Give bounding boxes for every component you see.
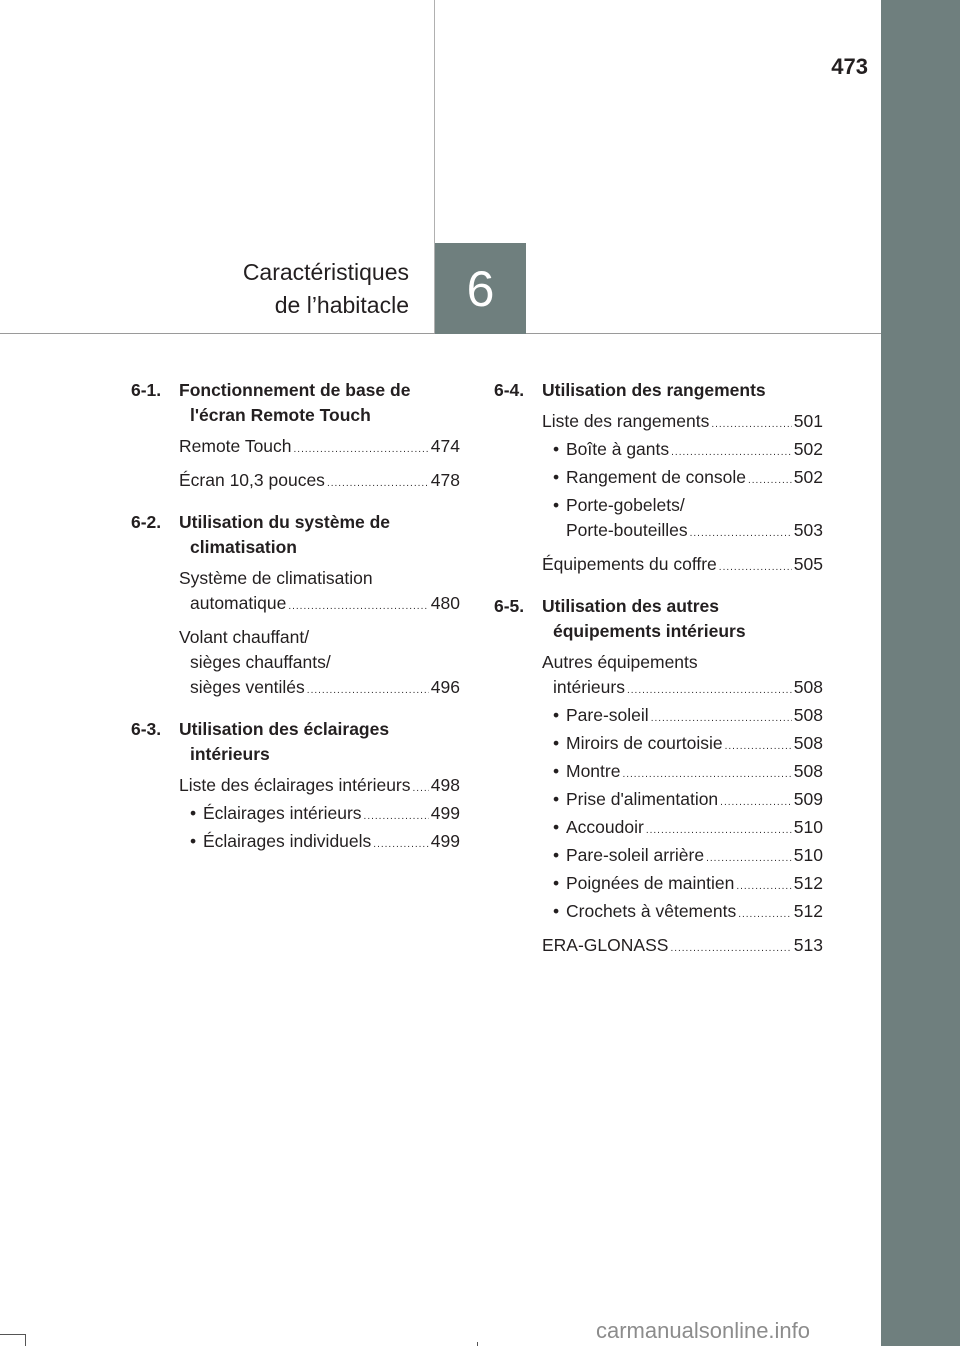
subentry-label-line1: Porte-gobelets/	[566, 495, 685, 515]
bullet-icon: •	[553, 873, 560, 893]
chapter-number: 6	[466, 260, 495, 317]
subentry-label: Prise d'alimentation	[566, 789, 719, 809]
dot-leader	[690, 521, 792, 546]
chapter-title	[243, 256, 409, 322]
dot-leader	[706, 846, 792, 871]
section-number: 6-1.	[131, 380, 162, 400]
page-number: 473	[831, 54, 868, 79]
dot-leader	[307, 678, 429, 703]
bullet-icon: •	[553, 901, 560, 921]
entry-label: Liste des éclairages intérieurs	[179, 775, 411, 795]
section-title-line2: intérieurs	[190, 744, 270, 764]
section-title-line1: Utilisation des autres	[542, 596, 719, 616]
toc-subentry[interactable]	[553, 787, 823, 815]
section-title-line2: équipements intérieurs	[553, 621, 746, 641]
toc-subentry[interactable]	[553, 871, 823, 899]
subentry-label: Montre	[566, 761, 621, 781]
subentry-page: 499	[430, 803, 460, 823]
crop-mark	[477, 1342, 478, 1346]
chapter-number-box	[435, 243, 526, 334]
entry-label: ERA-GLONASS	[542, 935, 669, 955]
entry-label: Liste des rangements	[542, 411, 710, 431]
toc-entry[interactable]	[494, 650, 823, 927]
dot-leader	[725, 734, 792, 759]
chapter-sidebar-tab	[881, 0, 960, 1346]
bullet-icon: •	[553, 495, 560, 515]
section-heading[interactable]	[494, 378, 823, 403]
dot-leader	[294, 437, 429, 462]
entry-page: 513	[793, 935, 823, 955]
section-heading[interactable]	[131, 717, 460, 767]
dot-leader	[288, 594, 428, 619]
entry-label-line1: Système de climatisation	[179, 568, 373, 588]
subentry-page: 508	[793, 761, 823, 781]
toc-section-6-5	[494, 594, 823, 961]
dot-leader	[373, 832, 429, 857]
section-title-line1: Utilisation du système de	[179, 512, 391, 532]
toc-subentry[interactable]	[553, 759, 823, 787]
toc-entry[interactable]	[494, 552, 823, 580]
entry-label: Équipements du coffre	[542, 554, 717, 574]
subentry-page: 499	[430, 831, 460, 851]
section-heading[interactable]	[131, 510, 460, 560]
subentry-page: 508	[793, 705, 823, 725]
subentry-page: 502	[793, 439, 823, 459]
subentry-label: Pare-soleil	[566, 705, 649, 725]
subentry-label: Pare-soleil arrière	[566, 845, 705, 865]
section-heading[interactable]	[131, 378, 460, 428]
chapter-title-line1: Caractéristiques	[242, 259, 409, 285]
entry-page: 508	[793, 677, 823, 697]
dot-leader	[651, 706, 792, 731]
toc-entry[interactable]	[131, 468, 460, 496]
crop-mark	[0, 1334, 26, 1335]
section-title-line1: Fonctionnement de base de	[179, 380, 411, 400]
toc-subentry[interactable]	[553, 899, 823, 927]
bullet-icon: •	[553, 467, 560, 487]
entry-label: Remote Touch	[179, 436, 292, 456]
toc-subentry[interactable]	[553, 731, 823, 759]
subentry-label: Miroirs de courtoisie	[566, 733, 723, 753]
subentry-page: 503	[793, 520, 823, 540]
bullet-icon: •	[553, 705, 560, 725]
watermark: carmanualsonline.info	[596, 1318, 811, 1343]
entry-label: Écran 10,3 pouces	[179, 470, 325, 490]
bullet-icon: •	[553, 845, 560, 865]
subentry-page: 508	[793, 733, 823, 753]
entry-label-line1: Volant chauffant/	[179, 627, 310, 647]
toc-subentry[interactable]	[553, 703, 823, 731]
dot-leader	[736, 874, 791, 899]
toc-subentry[interactable]	[553, 437, 823, 465]
entry-page: 505	[793, 554, 823, 574]
entry-page: 496	[430, 677, 460, 697]
section-number: 6-3.	[131, 719, 162, 739]
toc-left-column	[131, 378, 460, 871]
entry-page: 498	[430, 775, 460, 795]
entry-label-line2: intérieurs	[553, 677, 625, 697]
subentry-label: Poignées de maintien	[566, 873, 735, 893]
toc-subentry[interactable]	[190, 801, 460, 829]
subentry-label: Rangement de console	[566, 467, 746, 487]
dot-leader	[748, 468, 792, 493]
dot-leader	[364, 804, 429, 829]
bullet-icon: •	[553, 789, 560, 809]
toc-section-6-2	[131, 510, 460, 703]
section-number: 6-4.	[494, 380, 525, 400]
subentry-page: 512	[793, 901, 823, 921]
subentry-label: Accoudoir	[566, 817, 644, 837]
toc-entry[interactable]	[131, 434, 460, 462]
subentry-label: Boîte à gants	[566, 439, 670, 459]
crop-mark	[25, 1334, 26, 1346]
dot-leader	[719, 555, 792, 580]
toc-subentry-cont[interactable]	[553, 518, 823, 546]
subentry-label: Éclairages individuels	[203, 831, 372, 851]
toc-entry[interactable]	[131, 773, 460, 857]
bullet-icon: •	[553, 817, 560, 837]
bullet-icon: •	[553, 761, 560, 781]
subentry-page: 509	[793, 789, 823, 809]
toc-right-column	[494, 378, 823, 975]
section-title-line2: l'écran Remote Touch	[190, 405, 371, 425]
subentry-label: Crochets à vêtements	[566, 901, 737, 921]
bullet-icon: •	[190, 831, 197, 851]
entry-label-line1: Autres équipements	[542, 652, 698, 672]
subentry-page: 502	[793, 467, 823, 487]
entry-page: 480	[430, 593, 460, 613]
toc-subentry[interactable]	[553, 465, 823, 493]
subentry-page: 510	[793, 845, 823, 865]
dot-leader	[646, 818, 792, 843]
subentry-page: 510	[793, 817, 823, 837]
section-title-line2: climatisation	[190, 537, 297, 557]
dot-leader	[622, 762, 791, 787]
toc-entry[interactable]	[131, 625, 460, 703]
chapter-title-line2: de l’habitacle	[274, 292, 409, 318]
toc-subentry[interactable]	[190, 829, 460, 857]
entry-label-line2: automatique	[190, 593, 287, 613]
dot-leader	[711, 412, 791, 437]
dot-leader	[738, 902, 792, 927]
toc-subentry[interactable]	[553, 843, 823, 871]
dot-leader	[627, 678, 792, 703]
entry-page: 478	[430, 470, 460, 490]
toc-entry[interactable]	[494, 933, 823, 961]
subentry-label: Éclairages intérieurs	[203, 803, 362, 823]
toc-section-6-4	[494, 378, 823, 580]
entry-label-line2: sièges chauffants/	[190, 652, 331, 672]
toc-entry[interactable]	[131, 566, 460, 619]
subentry-label-line2: Porte-bouteilles	[566, 520, 688, 540]
toc-section-6-1	[131, 378, 460, 496]
section-heading[interactable]	[494, 594, 823, 644]
bullet-icon: •	[190, 803, 197, 823]
section-title-line1: Utilisation des rangements	[542, 380, 766, 400]
entry-label-line3: sièges ventilés	[190, 677, 305, 697]
toc-subentry[interactable]	[553, 493, 823, 518]
dot-leader	[671, 440, 792, 465]
section-title-line1: Utilisation des éclairages	[179, 719, 390, 739]
subentry-page: 512	[793, 873, 823, 893]
section-number: 6-2.	[131, 512, 162, 532]
bullet-icon: •	[553, 733, 560, 753]
toc-subentry[interactable]	[553, 815, 823, 843]
dot-leader	[327, 471, 429, 496]
bullet-icon: •	[553, 439, 560, 459]
dot-leader	[720, 790, 792, 815]
dot-leader	[670, 936, 791, 961]
toc-entry[interactable]	[494, 409, 823, 546]
entry-page: 474	[430, 436, 460, 456]
section-number: 6-5.	[494, 596, 525, 616]
dot-leader	[413, 776, 429, 801]
toc-section-6-3	[131, 717, 460, 857]
entry-page: 501	[793, 411, 823, 431]
